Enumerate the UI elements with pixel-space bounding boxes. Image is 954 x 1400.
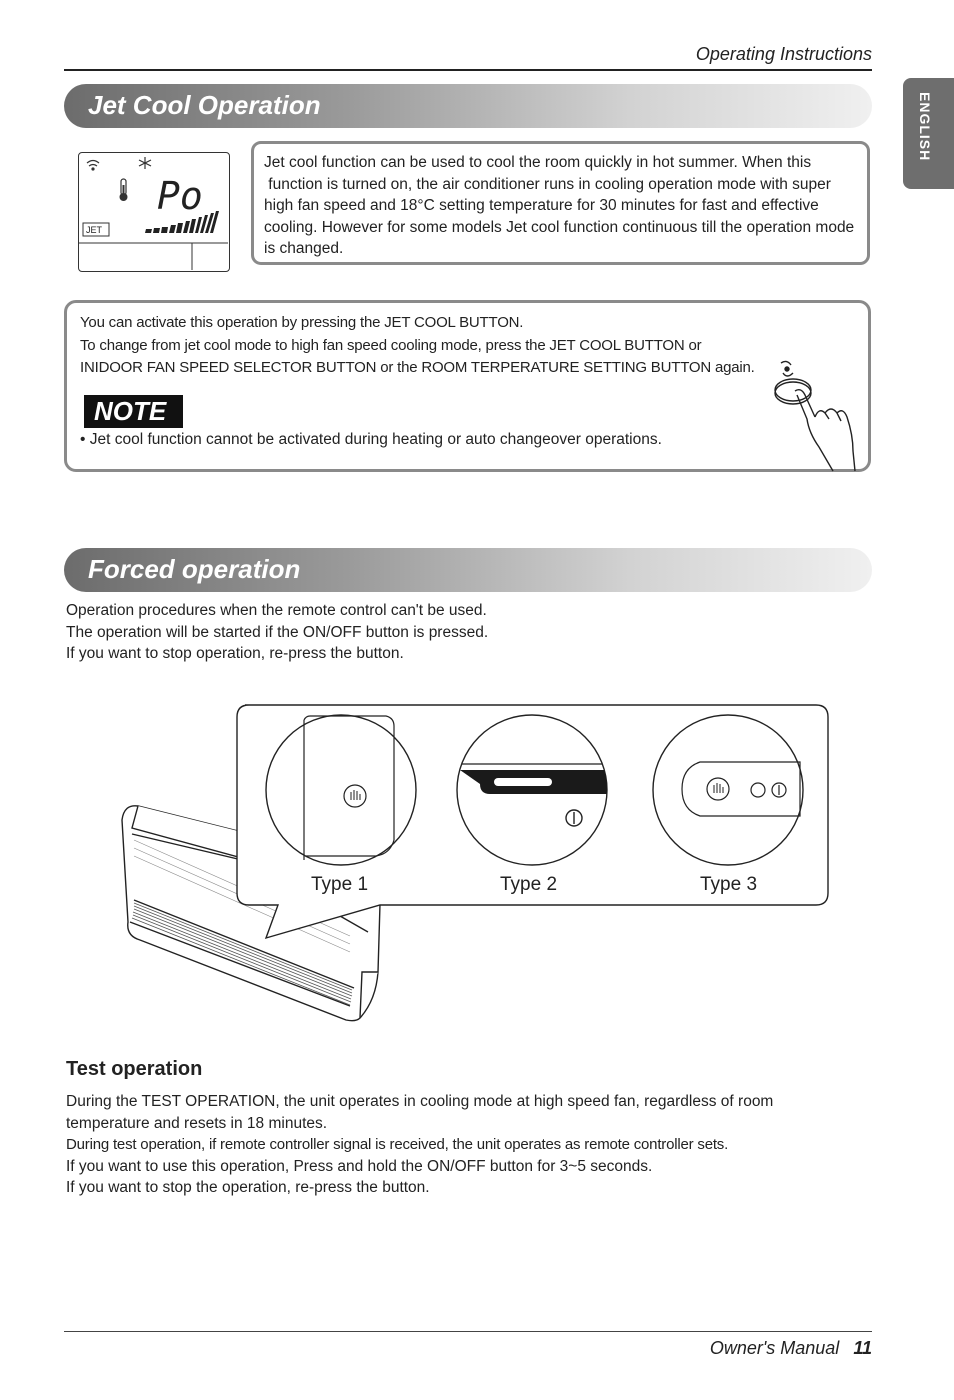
indoor-unit-illustration <box>110 700 832 1028</box>
test-operation-title: Test operation <box>66 1058 203 1080</box>
lcd-digits: Po <box>157 174 203 218</box>
lcd-display-art <box>79 153 228 270</box>
note-box <box>64 300 871 472</box>
hand-pressing-button-icon <box>767 355 862 473</box>
test-line: If you want to stop the operation, re-press the button. <box>66 1179 430 1196</box>
section-heading-forced <box>64 548 872 592</box>
jet-cool-description-box <box>251 141 870 265</box>
section-heading-jet-cool <box>64 84 872 128</box>
test-line: If you want to use this operation, Press and hold the ON/OFF button for 3~5 seconds. <box>66 1157 653 1175</box>
signal-icon <box>87 161 99 171</box>
footer-rule <box>64 1331 872 1332</box>
language-tab <box>903 78 954 189</box>
type-1-panel <box>266 715 416 865</box>
language-tab-label: ENGLISH <box>917 92 933 162</box>
header-rule <box>64 69 872 71</box>
test-operation-body <box>66 1091 773 1199</box>
note-badge: NOTE <box>84 395 183 428</box>
running-header: Operating Instructions <box>695 44 872 64</box>
test-line: During test operation, if remote controller signal is received, the unit operates as remote controller sets. <box>66 1136 729 1153</box>
lcd-jet-label: JET <box>86 225 103 235</box>
type-3-panel <box>653 715 803 865</box>
note-line: INIDOOR FAN SPEED SELECTOR BUTTON or the ROOM TERPERATURE SETTING BUTTON again. <box>80 359 755 376</box>
section-heading-text: Jet Cool Operation <box>88 90 321 120</box>
description-line: is changed. <box>264 240 344 257</box>
forced-line: If you want to stop operation, re-press the button. <box>66 645 404 662</box>
forced-operation-button-icon <box>707 778 729 800</box>
page-number: 11 <box>853 1338 872 1358</box>
type-2-label: Type 2 <box>500 874 558 895</box>
description-line: Jet cool function can be used to cool the room quickly in hot summer. When this <box>264 154 812 171</box>
forced-line: Operation procedures when the remote control can't be used. <box>66 602 487 619</box>
forced-operation-figure <box>110 700 832 1028</box>
footer <box>710 1338 872 1359</box>
note-line: To change from jet cool mode to high fan speed cooling mode, press the JET COOL BUTTON or <box>80 336 702 354</box>
section-heading-text: Forced operation <box>88 554 301 584</box>
forced-line: The operation will be started if the ON/OFF button is pressed. <box>66 623 489 641</box>
test-line: During the TEST OPERATION, the unit operates in cooling mode at high speed fan, regardless of room <box>66 1093 774 1110</box>
description-line: high fan speed and 18°C setting temperature for 30 minutes for fast and effective <box>264 197 819 214</box>
indicator-lamp-icon <box>751 783 765 797</box>
description-line: function is turned on, the air conditioner runs in cooling operation mode with super <box>264 175 831 193</box>
note-text <box>80 312 755 380</box>
footer-label: Owner's Manual <box>709 1338 840 1358</box>
note-line: You can activate this operation by pressing the JET COOL BUTTON. <box>80 314 524 331</box>
test-line: temperature and resets in 18 minutes. <box>66 1114 328 1132</box>
snowflake-icon <box>139 157 151 169</box>
forced-operation-button-icon <box>344 785 366 807</box>
lcd-display <box>78 152 230 272</box>
note-bullet: • Jet cool function cannot be activated during heating or auto changeover operations. <box>80 431 662 448</box>
description-line: cooling. However for some models Jet cool function continuous till the operation mode <box>264 218 855 236</box>
type-1-label: Type 1 <box>311 874 369 895</box>
forced-description <box>66 600 488 665</box>
type-3-label: Type 3 <box>700 874 758 895</box>
thermometer-icon <box>120 179 128 201</box>
